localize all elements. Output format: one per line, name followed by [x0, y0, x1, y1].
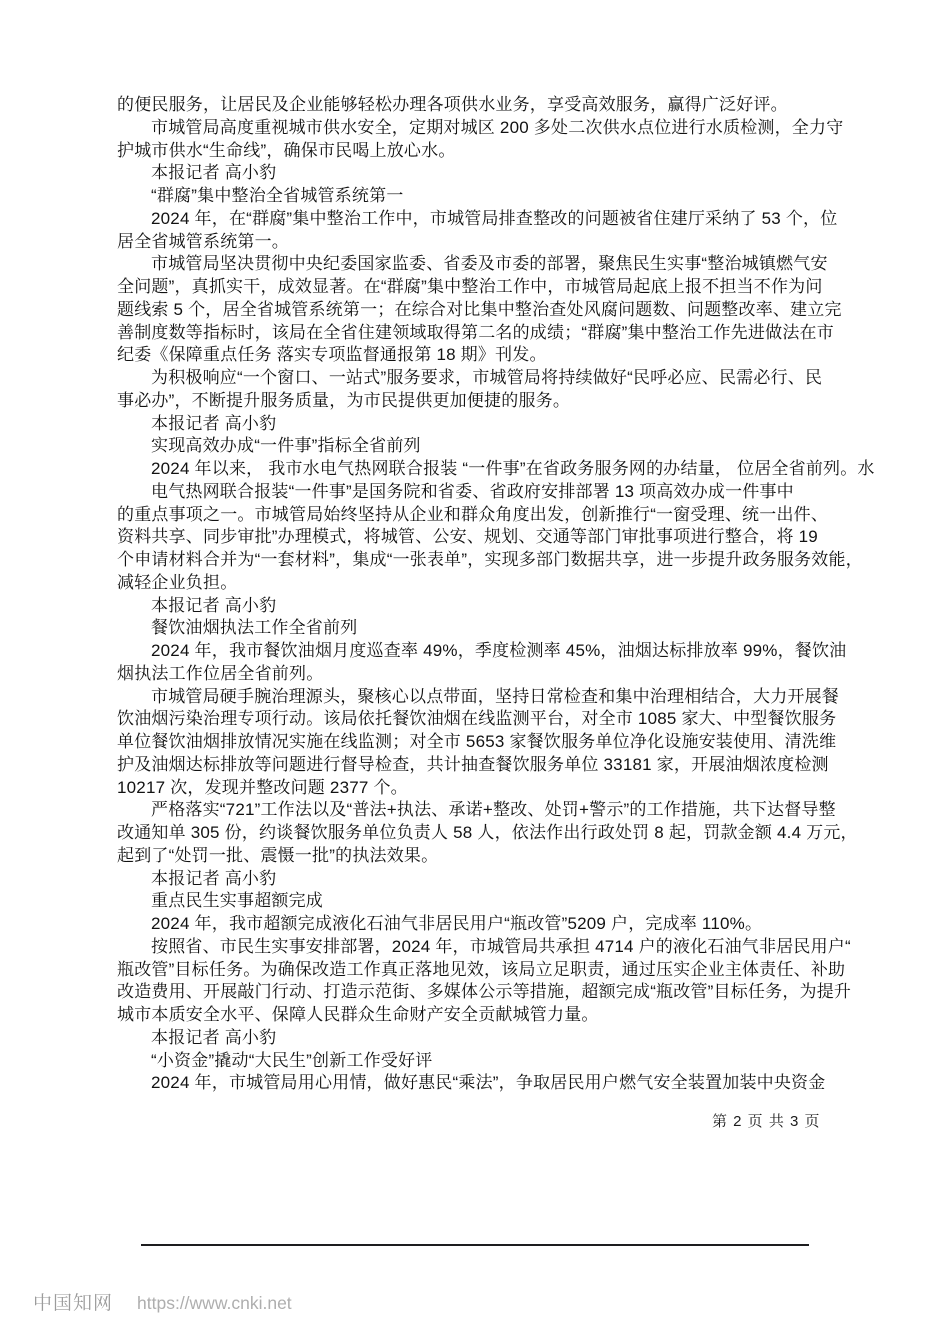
- text-line: 本报记者 高小豹: [151, 413, 277, 433]
- text-line: 为积极响应“一个窗口、一站式”服务要求，市城管局将持续做好“民呼必应、民需必行、民: [151, 368, 823, 387]
- text-line: 饮油烟污染治理专项行动。该局依托餐饮油烟在线监测平台，对全市 1085 家大、中型餐饮服务: [117, 709, 837, 729]
- text-line: “小资金”撬动“大民生”创新工作受好评: [151, 1050, 433, 1070]
- text-line: 2024 年，我市超额完成液化石油气非居民用户“瓶改管”5209 户，完成率 110%。: [151, 914, 763, 933]
- text-line: 市城管局坚决贯彻中央纪委国家监委、省委及市委的部署，聚焦民生实事“整治城镇燃气安: [151, 254, 828, 274]
- text-line: 市城管局硬手腕治理源头，聚核心以点带面，坚持日常检查和集中治理相结合，大力开展餐: [151, 686, 839, 706]
- text-line: 2024 年，在“群腐”集中整治工作中，市城管局排查整改的问题被省住建厅采纳了 53 个，位: [151, 208, 838, 228]
- text-line: 实现高效办成“一件事”指标全省前列: [151, 436, 421, 456]
- text-line: 个申请材料合并为“一套材料”，集成“一张表单”，实现多部门数据共享，进一步提升政务服务效能，: [117, 550, 863, 569]
- text-line: 严格落实“721”工作法以及“普法+执法、承诺+整改、处罚+警示”的工作措施，共下达督导整: [151, 800, 836, 820]
- text-line: 瓶改管”目标任务。为确保改造工作真正落地见效，该局立足职责，通过压实企业主体责任、补助: [117, 959, 846, 979]
- text-line: 减轻企业负担。: [117, 572, 238, 592]
- footer-url: https://www.cnki.net: [137, 1293, 292, 1313]
- text-line: 重点民生实事超额完成: [151, 891, 323, 911]
- text-line: 本报记者 高小豹: [151, 868, 277, 888]
- text-line: 2024 年以来， 我市水电气热网联合报装 “一件事”在省政务服务网的办结量， 位居全省前列。水: [151, 459, 875, 478]
- text-line: 电气热网联合报装“一件事”是国务院和省委、省政府安排部署 13 项高效办成一件事中: [151, 481, 794, 501]
- text-line: “群腐”集中整治全省城管系统第一: [151, 186, 404, 205]
- text-line: 烟执法工作位居全省前列。: [117, 663, 324, 683]
- text-line: 全问题”，真抓实干，成效显著。在“群腐”集中整治工作中，市城管局起底上报不担当不作为问: [117, 277, 823, 296]
- text-line: 餐饮油烟执法工作全省前列: [151, 618, 358, 638]
- text-line: 按照省、市民生实事安排部署，2024 年，市城管局共承担 4714 户的液化石油气非居民用户“: [151, 936, 851, 956]
- text-line: 的重点事项之一。市城管局始终坚持从企业和群众角度出发，创新推行“一窗受理、统一出件、: [117, 504, 829, 524]
- text-line: 市城管局高度重视城市供水安全，定期对城区 200 多处二次供水点位进行水质检测，全力守: [151, 117, 844, 137]
- text-line: 本报记者 高小豹: [151, 595, 277, 615]
- text-line: 2024 年，市城管局用心用情，做好惠民“乘法”，争取居民用户燃气安全装置加装中央资金: [151, 1073, 826, 1093]
- document-body: [117, 94, 875, 1095]
- text-line: 起到了“处罚一批、震慑一批”的执法效果。: [117, 845, 439, 865]
- text-line: 的便民服务，让居民及企业能够轻松办理各项供水业务，享受高效服务，赢得广泛好评。: [117, 95, 788, 114]
- footer-divider: [141, 1244, 809, 1246]
- text-line: 2024 年，我市餐饮油烟月度巡查率 49%，季度检测率 45%，油烟达标排放率 99%，餐饮油: [151, 641, 847, 660]
- text-line: 单位餐饮油烟排放情况实施在线监测；对全市 5653 家餐饮服务单位净化设施安装使用、清洗维: [117, 732, 837, 751]
- text-line: 居全省城管系统第一。: [117, 231, 289, 251]
- text-line: 本报记者 高小豹: [151, 163, 277, 183]
- text-line: 改通知单 305 份，约谈餐饮服务单位负责人 58 人，依法作出行政处罚 8 起，罚款金额 4.4 万元，: [117, 823, 858, 842]
- text-line: 城市本质安全水平、保障人民群众生命财产安全贡献城管力量。: [117, 1005, 599, 1024]
- text-line: 资料共享、同步审批”办理模式，将城管、公安、规划、交通等部门审批事项进行整合，将 19: [117, 527, 818, 547]
- text-line: 护城市供水“生命线”，确保市民喝上放心水。: [117, 140, 456, 160]
- cnki-brand-label: 中国知网: [33, 1293, 114, 1314]
- text-line: 本报记者 高小豹: [151, 1027, 277, 1047]
- footer: [33, 1288, 292, 1315]
- text-line: 护及油烟达标排放等问题进行督导检查，共计抽查餐饮服务单位 33181 家，开展油烟浓度检测: [117, 754, 829, 774]
- text-line: 纪委《保障重点任务 落实专项监督通报第 18 期》刊发。: [117, 345, 547, 365]
- text-line: 题线索 5 个，居全省城管系统第一；在综合对比集中整治查处风腐问题数、问题整改率、建立完: [117, 299, 842, 319]
- text-line: 改造费用、开展敲门行动、打造示范街、多媒体公示等措施，超额完成“瓶改管”目标任务，为提升: [117, 982, 852, 1002]
- text-line: 善制度数等指标时，该局在全省住建领域取得第二名的成绩；“群腐”集中整治工作先进做法在市: [117, 322, 834, 342]
- page-indicator: 第 2 页 共 3 页: [712, 1113, 821, 1130]
- text-line: 事必办”，不断提升服务质量，为市民提供更加便捷的服务。: [117, 390, 571, 410]
- text-line: 10217 次，发现并整改问题 2377 个。: [117, 777, 408, 797]
